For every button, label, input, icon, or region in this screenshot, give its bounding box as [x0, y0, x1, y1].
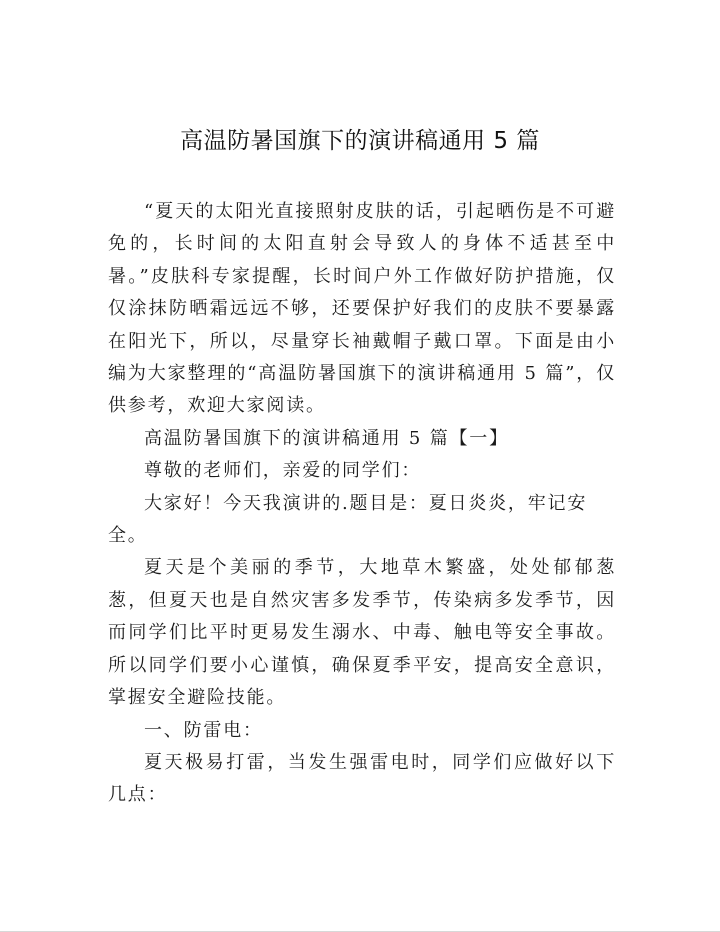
greeting-paragraph: 大家好！今天我演讲的.题目是：夏日炎炎，牢记安全。	[108, 492, 588, 547]
section-heading: 高温防暑国旗下的演讲稿通用 5 篇【一】	[144, 427, 509, 449]
summer-safety-paragraph: 夏天是个美丽的季节，大地草木繁盛，处处郁郁葱葱，但夏天也是自然灾害多发季节，传染病多发季节，因而同学们比平时更易发生溺水、中毒、触电等安全事故。所以同学们要小心谨慎，确保夏季平安，提高安全意识，掌握安全避险技能。	[108, 557, 616, 709]
intro-paragraph: “夏天的太阳光直接照射皮肤的话，引起晒伤是不可避免的，长时间的太阳直射会导致人的身体不适甚至中暑。”皮肤科专家提醒，长时间户外工作做好防护措施，仅仅涂抹防晒霜远远不够，还要保护好我们的皮肤不要暴露在阳光下，所以，尽量穿长袖戴帽子戴口罩。下面是由小编为大家整理的“高温防暑国旗下的演讲稿通用 5 篇”，仅供参考，欢迎大家阅读。	[108, 201, 616, 417]
document-body	[108, 196, 616, 812]
lightning-paragraph: 夏天极易打雷，当发生强雷电时，同学们应做好以下几点：	[108, 751, 616, 806]
document-title: 高温防暑国旗下的演讲稿通用 5 篇	[180, 128, 540, 154]
salutation: 尊敬的老师们，亲爱的同学们：	[144, 460, 422, 482]
subheading-lightning: 一、防雷电：	[144, 719, 263, 741]
